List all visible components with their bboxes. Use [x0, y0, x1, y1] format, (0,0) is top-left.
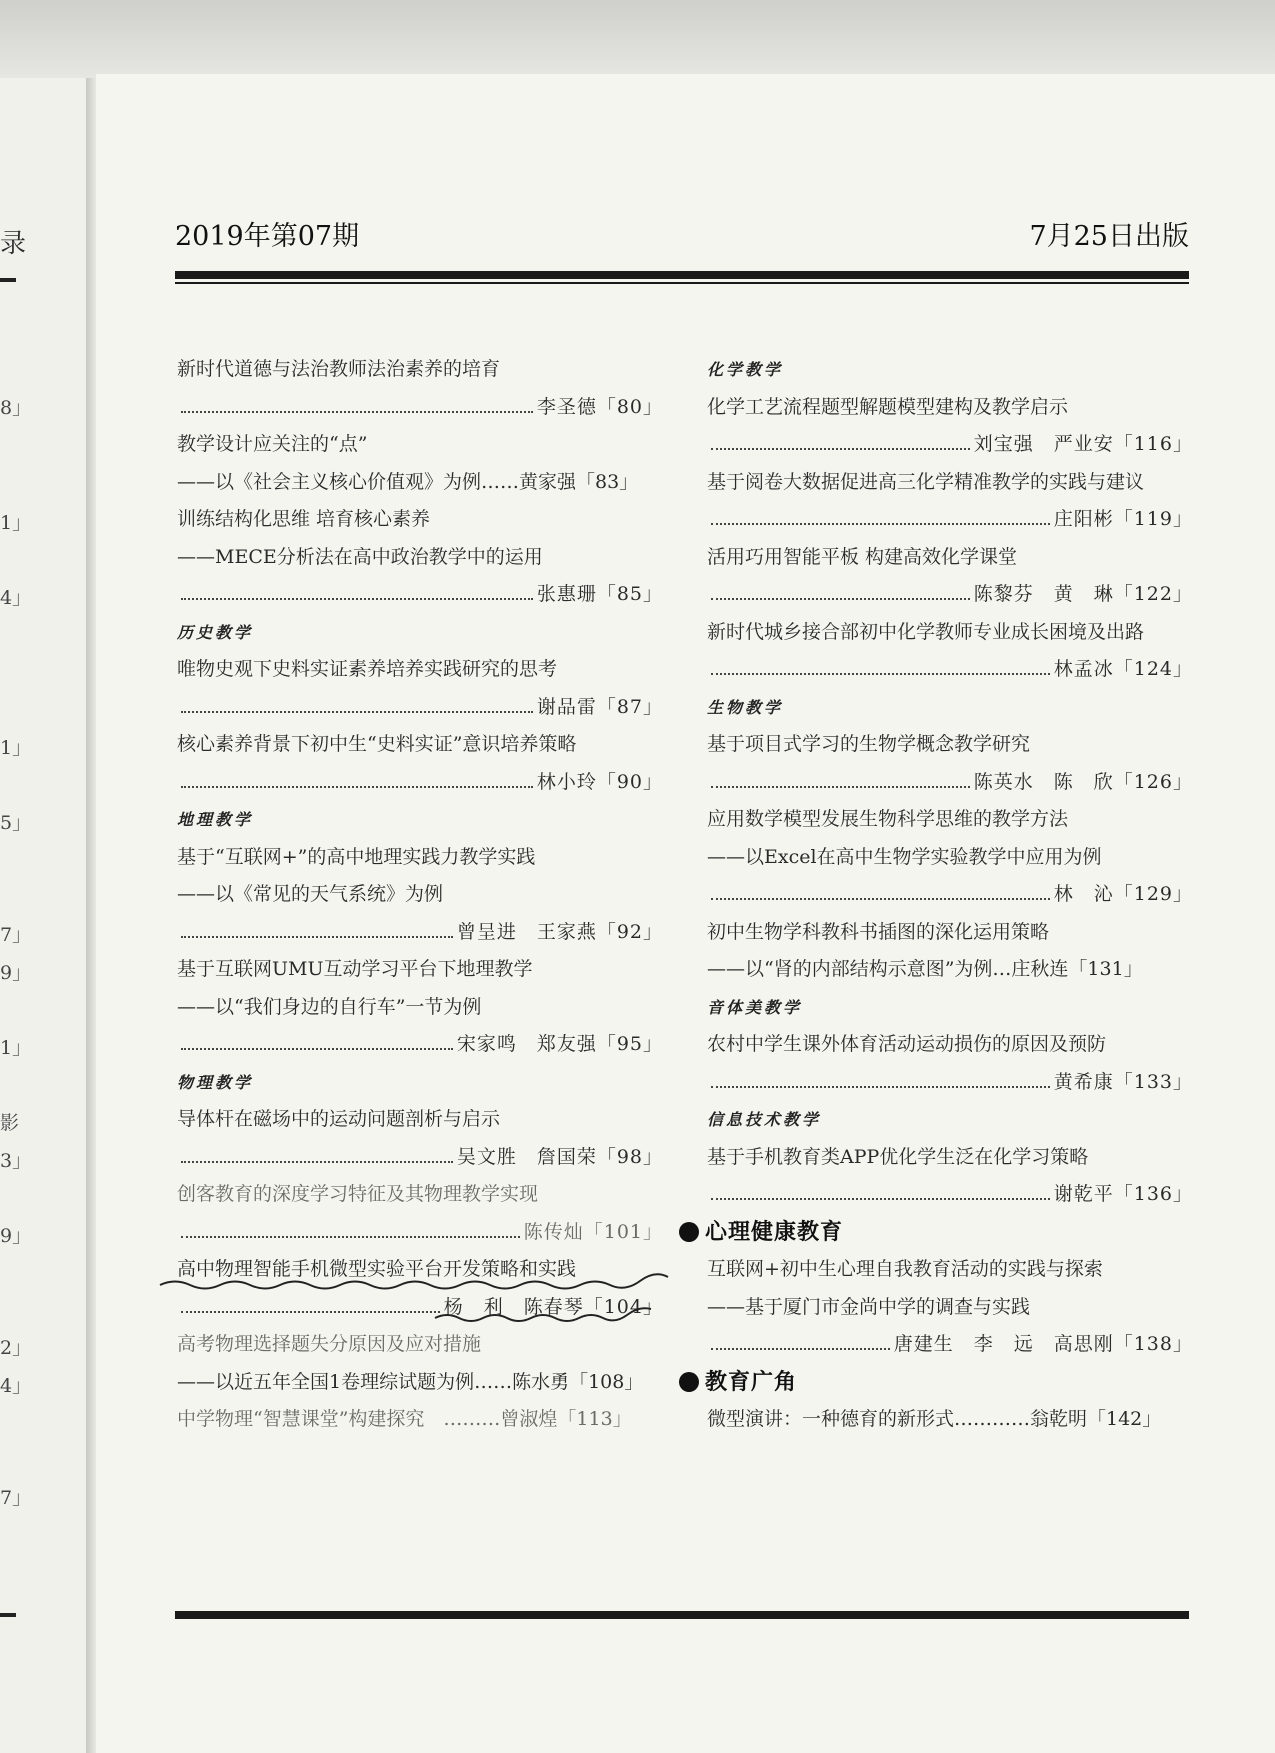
author-page-ref: 吴文胜 詹国荣「98」 [456, 1145, 663, 1168]
author-page-ref: 庄阳彬「119」 [1053, 508, 1193, 530]
article-title: 核心素养背景下初中生“史料实证”意识培养策略 [177, 733, 577, 755]
author-page-ref: 黄希康「133」 [1053, 1070, 1193, 1093]
left-page-fragment: 4」 [0, 587, 32, 609]
article-subtitle: ——以《社会主义核心价值观》为例……黄家强「83」 [177, 470, 639, 493]
author-page-ref: 林 沁「129」 [1053, 883, 1193, 905]
article-title: 互联网+初中生心理自我教育活动的实践与探索 [707, 1258, 1103, 1280]
left-page-fragment: 5」 [0, 812, 32, 834]
section-heading: 信息技术教学 [707, 1110, 822, 1129]
article-title: 基于互联网UMU互动学习平台下地理教学 [177, 958, 533, 980]
article-title: 教学设计应关注的“点” [177, 433, 368, 455]
article-subtitle: 微型演讲：一种德育的新形式…………翁乾明「142」 [707, 1408, 1162, 1430]
article-title: 初中生物学科教科书插图的深化运用策略 [707, 920, 1050, 943]
issue-number: 2019年第07期 [175, 221, 360, 252]
article-title: 化学工艺流程题型解题模型建构及教学启示 [707, 395, 1069, 418]
article-subtitle: ——以《常见的天气系统》为例 [177, 883, 444, 905]
article-title: 基于阅卷大数据促进高三化学精准教学的实践与建议 [707, 470, 1145, 493]
article-subtitle: ——以近五年全国1卷理综试题为例……陈水勇「108」 [177, 1370, 644, 1393]
article-subtitle: ——以“肾的内部结构示意图”为例…庄秋连「131」 [707, 958, 1143, 980]
article-title: 创客教育的深度学习特征及其物理教学实现 [177, 1183, 539, 1205]
author-page-ref: 张惠珊「85」 [536, 583, 663, 605]
left-page-fragment: 1」 [0, 1037, 32, 1059]
author-page-ref: 谢品雷「87」 [536, 695, 663, 718]
left-page-fragment: 1」 [0, 737, 32, 759]
author-page-ref: 谢乾平「136」 [1053, 1183, 1193, 1205]
article-title: 导体杆在磁场中的运动问题剖析与启示 [177, 1108, 501, 1130]
author-page-ref: 林孟冰「124」 [1053, 658, 1193, 680]
author-page-ref: 宋家鸣 郑友强「95」 [456, 1033, 663, 1055]
left-page-title-fragment: 录 [0, 229, 27, 259]
author-page-ref: 林小玲「90」 [536, 770, 663, 793]
author-page-ref: 刘宝强 严业安「116」 [973, 433, 1193, 455]
article-title: 训练结构化思维 培育核心素养 [177, 508, 431, 530]
left-page-fragment: 7」 [0, 924, 32, 946]
author-page-ref: 李圣德「80」 [536, 395, 663, 418]
left-page-fragment: 1」 [0, 512, 32, 534]
article-subtitle: ——MECE分析法在高中政治教学中的运用 [177, 545, 543, 568]
author-page-ref: 陈传灿「101」 [523, 1220, 663, 1243]
article-title: 新时代道德与法治教师法治素养的培育 [177, 358, 501, 380]
author-page-ref: 陈黎芬 黄 琳「122」 [973, 583, 1193, 605]
left-page-fragment: 2」 [0, 1337, 32, 1359]
article-title: 高中物理智能手机微型实验平台开发策略和实践 [177, 1258, 577, 1280]
article-title: 基于项目式学习的生物学概念教学研究 [707, 733, 1031, 755]
major-section-label: 心理健康教育 [705, 1219, 844, 1245]
article-subtitle: ——基于厦门市金尚中学的调查与实践 [707, 1295, 1031, 1318]
article-title: 唯物史观下史料实证素养培养实践研究的思考 [177, 658, 558, 680]
article-subtitle: 中学物理“智慧课堂”构建探究 ………曾淑煌「113」 [177, 1408, 632, 1430]
left-page-fragment: 7」 [0, 1487, 32, 1509]
section-heading: 化学教学 [707, 360, 784, 379]
publication-date: 7月25日出版 [1029, 221, 1189, 252]
article-title: 新时代城乡接合部初中化学教师专业成长困境及出路 [707, 620, 1145, 643]
handwritten-underline-stroke [160, 1274, 668, 1288]
author-page-ref: 杨 利 陈春琴「104」 [443, 1295, 663, 1318]
section-heading: 物理教学 [177, 1072, 254, 1092]
author-page-ref: 唐建生 李 远 高思刚「138」 [893, 1333, 1193, 1355]
handwritten-underline-stroke [435, 1308, 651, 1321]
left-page-fragment: 8」 [0, 397, 32, 419]
article-title: 高考物理选择题失分原因及应对措施 [177, 1333, 482, 1355]
left-page-fragment: 4」 [0, 1375, 32, 1397]
author-page-ref: 曾呈进 王家燕「92」 [456, 920, 663, 943]
left-page-fragment: 影 [0, 1112, 20, 1134]
article-title: 基于手机教育类APP优化学生泛在化学习策略 [707, 1145, 1089, 1168]
section-heading: 地理教学 [177, 810, 254, 829]
article-title: 基于“互联网+”的高中地理实践力教学实践 [177, 845, 536, 868]
author-page-ref: 陈英水 陈 欣「126」 [973, 770, 1193, 793]
section-heading: 音体美教学 [707, 997, 803, 1017]
section-heading: 历史教学 [177, 622, 254, 642]
article-title: 农村中学生课外体育活动运动损伤的原因及预防 [707, 1033, 1107, 1055]
article-subtitle: ——以“我们身边的自行车”一节为例 [177, 995, 482, 1018]
article-subtitle: ——以Excel在高中生物学实验教学中应用为例 [707, 845, 1102, 868]
section-heading: 生物教学 [707, 697, 784, 717]
article-title: 活用巧用智能平板 构建高效化学课堂 [707, 545, 1018, 568]
article-title: 应用数学模型发展生物科学思维的教学方法 [707, 808, 1069, 830]
left-page-fragment: 3」 [0, 1150, 32, 1172]
footer-rule [175, 1611, 1189, 1619]
left-page-fragment: 9」 [0, 1225, 32, 1247]
left-page-fragment: 9」 [0, 962, 32, 984]
major-section-label: 教育广角 [705, 1369, 798, 1395]
